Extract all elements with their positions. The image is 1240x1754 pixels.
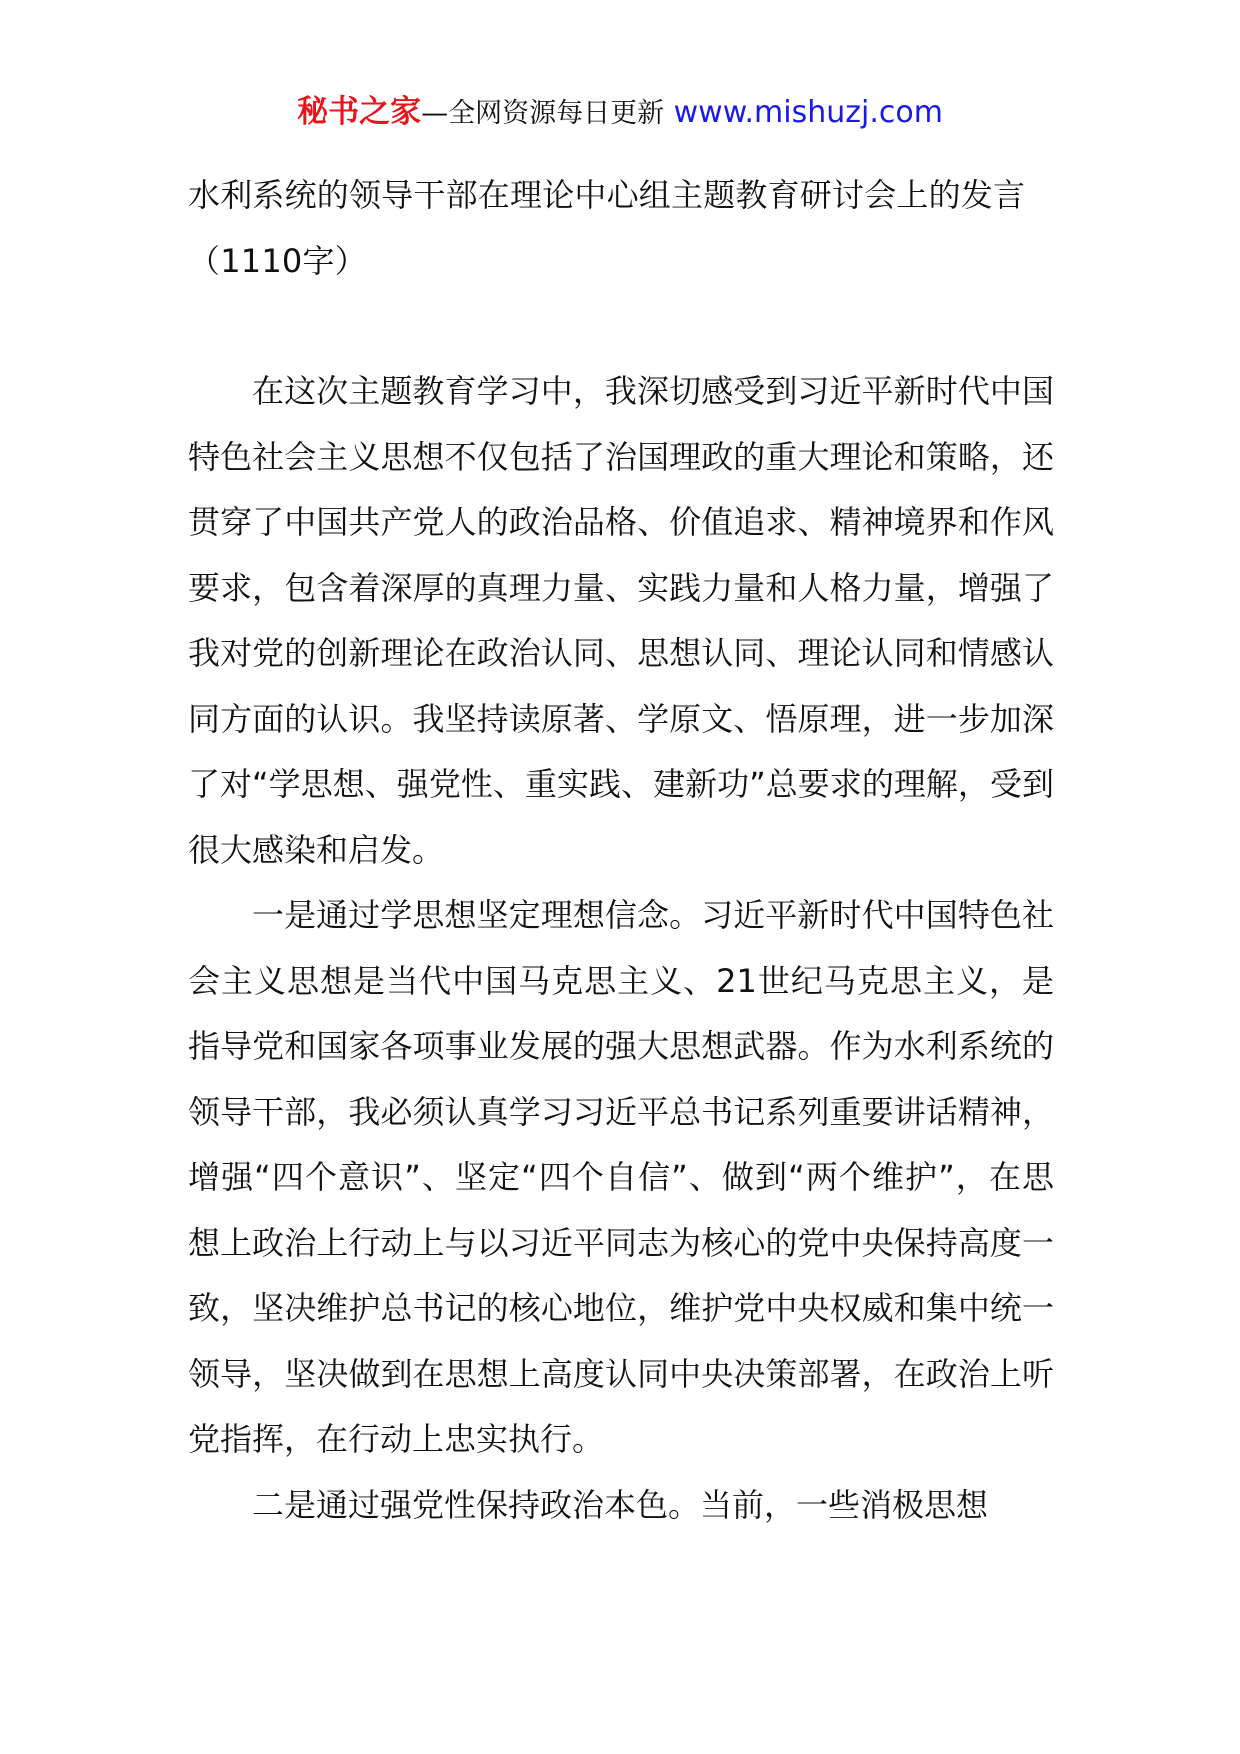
document-body xyxy=(188,163,1054,1538)
paragraph-point-two: 二是通过强党性保持政治本色。当前，一些消极思想 xyxy=(252,1485,989,1524)
header-tagline: —全网资源每日更新 xyxy=(421,98,665,129)
site-header xyxy=(0,92,1240,134)
brand-name: 秘书之家 xyxy=(297,94,422,130)
paragraph-intro: 在这次主题教育学习中，我深切感受到习近平新时代中国特色社会主义思想不仅包括了治国理政的重大理论和策略，还贯穿了中国共产党人的政治品格、价值追求、精神境界和作风要求，包含着深厚的真理力量、实践力量和人格力量，增强了我对党的创新理论在政治认同、思想认同、理论认同和情感认同方面的认识。我坚持读原著、学原文、悟原理，进一步加深了对“学思想、强党性、重实践、建新功”总要求的理解，受到很大感染和启发。 xyxy=(188,372,1054,869)
paragraph-point-one: 一是通过学思想坚定理想信念。习近平新时代中国特色社会主义思想是当代中国马克思主义、21世纪马克思主义，是指导党和国家各项事业发展的强大思想武器。作为水利系统的领导干部，我必须认真学习习近平总书记系列重要讲话精神，增强“四个意识”、坚定“四个自信”、做到“两个维护”，在思想上政治上行动上与以习近平同志为核心的党中央保持高度一致，坚决维护总书记的核心地位，维护党中央权威和集中统一领导，坚决做到在思想上高度认同中央决策部署，在政治上听党指挥，在行动上忠实执行。 xyxy=(188,896,1054,1458)
document-title: 水利系统的领导干部在理论中心组主题教育研讨会上的发言（1110字） xyxy=(188,176,1026,280)
site-url-link[interactable]: www.mishuzj.com xyxy=(673,95,943,130)
title-spacer xyxy=(188,294,1054,359)
